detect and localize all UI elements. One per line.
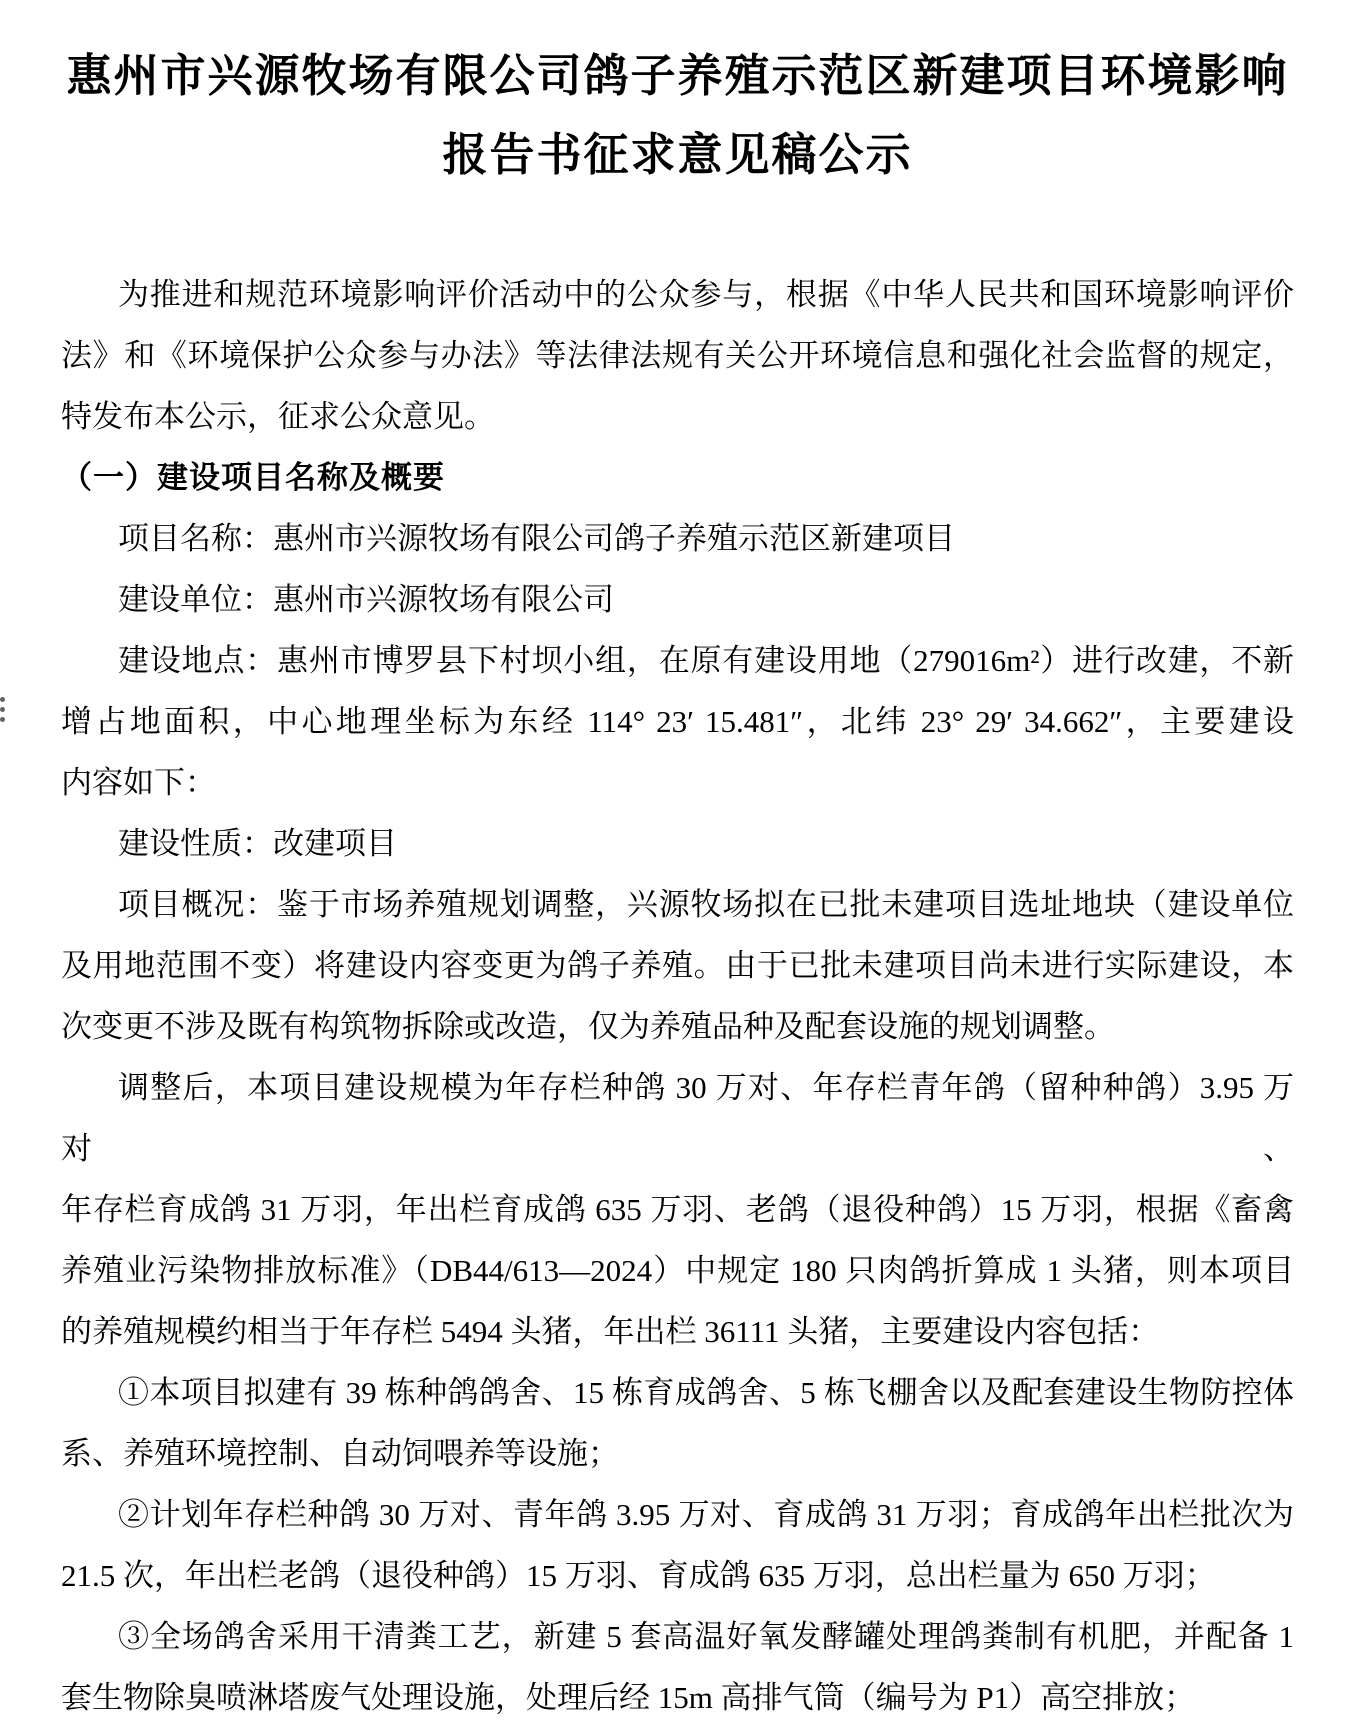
text-line: 为推进和规范环境影响评价活动中的公众参与，根据《中华人民共和国环境影响评价 (118, 277, 1294, 312)
text-line: 增占地面积，中心地理坐标为东经 114° 23′ 15.481″，北纬 23° 29′ 34.662″，主要建设 (61, 704, 1294, 739)
text-line: ③全场鸽舍采用干清粪工艺，新建 5 套高温好氧发酵罐处理鸽粪制有机肥，并配备 1 (118, 1619, 1294, 1654)
title-line-1: 惠州市兴源牧场有限公司鸽子养殖示范区新建项目环境影响 (66, 50, 1289, 101)
text-line: ①本项目拟建有 39 栋种鸽鸽舍、15 栋育成鸽舍、5 栋飞棚舍以及配套建设生物防控体 (118, 1375, 1294, 1410)
text-line: 及用地范围不变）将建设内容变更为鸽子养殖。由于已批未建项目尚未进行实际建设，本 (61, 948, 1294, 983)
title-line-2: 报告书征求意见稿公示 (442, 129, 913, 180)
text-line: ②计划年存栏种鸽 30 万对、青年鸽 3.95 万对、育成鸽 31 万羽；育成鸽年出栏批次为 (118, 1497, 1294, 1532)
drag-handle-icon[interactable] (0, 697, 6, 727)
text-line: 法》和《环境保护公众参与办法》等法律法规有关公开环境信息和强化社会监督的规定， (61, 338, 1294, 373)
text-line: 套生物除臭喷淋塔废气处理设施，处理后经 15m 高排气筒（编号为 P1）高空排放； (61, 1680, 1196, 1715)
text-line: 建设性质：改建项目 (118, 826, 397, 861)
text-line: 系、养殖环境控制、自动饲喂养等设施； (61, 1436, 619, 1471)
text-line: 21.5 次，年出栏老鸽（退役种鸽）15 万羽、育成鸽 635 万羽，总出栏量为 650 万羽； (61, 1558, 1216, 1593)
drag-handle-dot (0, 697, 5, 702)
text-line: 建设地点：惠州市博罗县下村坝小组，在原有建设用地（279016m²）进行改建，不新 (118, 643, 1294, 678)
text-line: 特发布本公示，征求公众意见。 (61, 399, 495, 434)
document-content (0, 36, 1355, 1728)
document-title (61, 36, 1294, 194)
text-line: 内容如下： (61, 765, 216, 800)
text-line: 调整后，本项目建设规模为年存栏种鸽 30 万对、年存栏青年鸽（留种种鸽）3.95 万对、 (61, 1070, 1294, 1166)
text-line: 的养殖规模约相当于年存栏 5494 头猪，年出栏 36111 头猪，主要建设内容包括： (61, 1314, 1160, 1349)
text-line: 次变更不涉及既有构筑物拆除或改造，仅为养殖品种及配套设施的规划调整。 (61, 1009, 1115, 1044)
drag-handle-dot (0, 707, 5, 712)
document-page (0, 36, 1355, 1715)
text-line: 养殖业污染物排放标准》（DB44/613—2024）中规定 180 只肉鸽折算成 1 头猪，则本项目 (61, 1253, 1294, 1288)
text-line: 项目概况：鉴于市场养殖规划调整，兴源牧场拟在已批未建项目选址地块（建设单位 (118, 887, 1294, 922)
drag-handle-dot (0, 717, 5, 722)
text-line: 项目名称：惠州市兴源牧场有限公司鸽子养殖示范区新建项目 (118, 521, 955, 556)
text-line: 年存栏育成鸽 31 万羽，年出栏育成鸽 635 万羽、老鸽（退役种鸽）15 万羽，根据《畜禽 (61, 1192, 1294, 1227)
document-body (61, 264, 1294, 1728)
text-line: 建设单位：惠州市兴源牧场有限公司 (118, 582, 614, 617)
section-heading: （一）建设项目名称及概要 (61, 460, 445, 495)
